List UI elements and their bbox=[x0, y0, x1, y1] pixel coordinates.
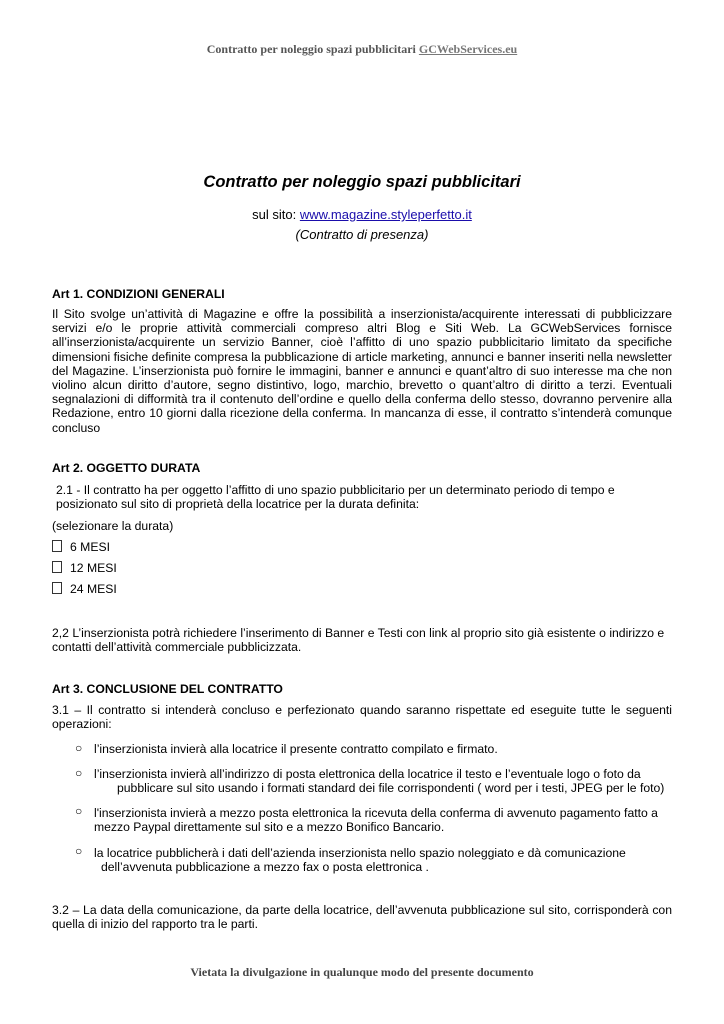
list-item-line: mezzo Paypal direttamente sul sito e a mezzo Bonifico Bancario. bbox=[94, 820, 445, 835]
list-item-line: l’inserzionista invierà alla locatrice il presente contratto compilato e firmato. bbox=[94, 742, 498, 756]
art3-heading: Art 3. CONCLUSIONE DEL CONTRATTO bbox=[52, 682, 283, 696]
art1-body: Il Sito svolge un’attività di Magazine e offre la possibilità a inserzionista/acquirente interessati di pubblicizzare servizi e/o le proprie attività commerciali compreso altri Blog e Siti Web. La GCWebServices fornisce all’inserzionista/acquirente un servizio Banner, cioè l’affitto di uno spazio pubblicitario limitato da specifiche dimensioni fisiche definite compresa la pubblicazione di article marketing, annunci e banner inseriti nella newsletter del Magazine. L’inserzionista può fornire le immagini, banner e annunci e quant’altro di suo interesse ma che non violino alcun diritto d’autore, segno distintivo, logo, marchio, brevetto o quant’altro di diritto a terzi. Eventuali segnalazioni di difformità tra il contenuto dell’ordine e quello della conferma dello stesso, dovranno pervenire alla Redazione, entro 10 giorni dalla ricezione della conferma. In mancanza di esse, il contratto s’intenderà comunque concluso bbox=[52, 307, 672, 435]
duration-option-label: 6 MESI bbox=[70, 540, 110, 554]
list-item-line: dell’avvenuta pubblicazione a mezzo fax o posta elettronica . bbox=[101, 860, 429, 875]
duration-option-12[interactable] bbox=[52, 561, 117, 575]
page-footer: Vietata la divulgazione in qualunque modo del presente documento bbox=[190, 965, 534, 979]
document-subtitle: (Contratto di presenza) bbox=[295, 227, 429, 242]
checkbox-icon[interactable] bbox=[52, 540, 62, 552]
list-item bbox=[94, 806, 672, 834]
list-item bbox=[94, 846, 672, 874]
checkbox-icon[interactable] bbox=[52, 561, 62, 573]
page-header bbox=[0, 42, 724, 57]
art2-paragraph-1: 2.1 - Il contratto ha per oggetto l’affitto di uno spazio pubblicitario per un determinato periodo di tempo e posizionato sul sito di proprietà della locatrice per la durata definita: bbox=[56, 483, 615, 512]
document-title: Contratto per noleggio spazi pubblicitari bbox=[203, 173, 521, 191]
art3-paragraph-1: 3.1 – Il contratto si intenderà concluso e perfezionato quando saranno rispettate ed eseguite tutte le seguenti operazioni: bbox=[52, 703, 672, 732]
list-item bbox=[94, 742, 672, 756]
list-item bbox=[94, 767, 672, 795]
duration-select-label: (selezionare la durata) bbox=[52, 519, 174, 533]
bullet-icon: ○ bbox=[75, 844, 83, 858]
duration-option-24[interactable] bbox=[52, 582, 117, 596]
checkbox-icon[interactable] bbox=[52, 582, 62, 594]
site-label: sul sito: bbox=[252, 207, 297, 222]
list-item-line: l’inserzionista invierà all’indirizzo di posta elettronica della locatrice il testo e l’eventuale logo o foto da bbox=[94, 767, 641, 781]
art2-heading: Art 2. OGGETTO DURATA bbox=[52, 461, 201, 475]
header-text: Contratto per noleggio spazi pubblicitari bbox=[206, 42, 416, 56]
list-item-line: l'inserzionista invierà a mezzo posta elettronica la ricevuta della conferma di avvenuto pagamento fatto a bbox=[94, 806, 658, 820]
duration-option-6[interactable] bbox=[52, 540, 110, 554]
art1-heading: Art 1. CONDIZIONI GENERALI bbox=[52, 287, 225, 301]
bullet-icon: ○ bbox=[75, 766, 83, 780]
art3-paragraph-2: 3.2 – La data della comunicazione, da parte della locatrice, dell’avvenuta pubblicazione sul sito, corrisponderà con quella di inizio del rapporto tra le parti. bbox=[52, 903, 672, 932]
bullet-icon: ○ bbox=[75, 804, 83, 818]
site-line bbox=[0, 207, 724, 222]
duration-option-label: 12 MESI bbox=[70, 561, 117, 575]
art2-paragraph-2: 2,2 L’inserzionista potrà richiedere l’inserimento di Banner e Testi con link al proprio sito già esistente o indirizzo e contatti dell’attività commerciale pubblicizzata. bbox=[52, 626, 665, 655]
list-item-line: la locatrice pubblicherà i dati dell’azienda inserzionista nello spazio noleggiato e dà comunicazione bbox=[94, 846, 626, 860]
bullet-icon: ○ bbox=[75, 741, 83, 755]
site-url-link[interactable]: www.magazine.styleperfetto.it bbox=[299, 207, 472, 222]
header-link[interactable]: GCWebServices.eu bbox=[418, 42, 518, 56]
duration-option-label: 24 MESI bbox=[70, 582, 117, 596]
list-item-line: pubblicare sul sito usando i formati standard dei file corrispondenti ( word per i testi, JPEG per le foto) bbox=[117, 781, 665, 796]
